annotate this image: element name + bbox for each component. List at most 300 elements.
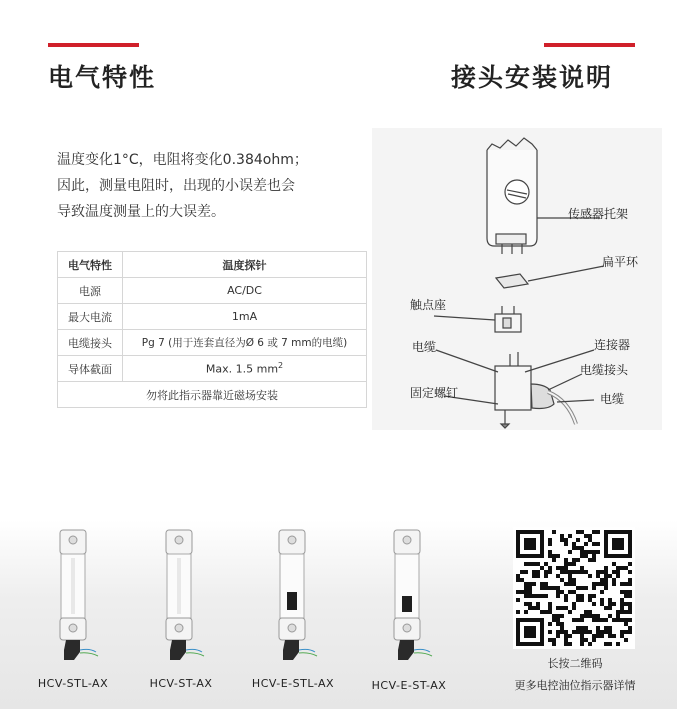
qr-module (556, 594, 560, 598)
qr-module (528, 642, 532, 646)
qr-module (520, 618, 524, 622)
qr-module (516, 554, 520, 558)
label-flat-ring: 扁平环 (602, 255, 639, 269)
qr-module (540, 642, 544, 646)
qr-module (564, 638, 568, 642)
qr-module (620, 542, 624, 546)
qr-module (600, 578, 604, 582)
qr-module (628, 570, 632, 574)
table-row (58, 356, 367, 382)
qr-module (516, 618, 520, 622)
qr-module (568, 562, 572, 566)
qr-caption-line2: 更多电控油位指示器详情 (514, 679, 636, 692)
qr-module (516, 642, 520, 646)
qr-module (552, 614, 556, 618)
qr-module (568, 590, 572, 594)
qr-module (516, 546, 520, 550)
table-header-row (58, 252, 367, 278)
qr-module (580, 554, 584, 558)
qr-module (604, 642, 608, 646)
qr-module (628, 554, 632, 558)
qr-module (604, 574, 608, 578)
qr-module (524, 590, 528, 594)
qr-module (572, 606, 576, 610)
qr-module (536, 642, 540, 646)
qr-module (584, 610, 588, 614)
label-contact-base: 触点座 (410, 298, 447, 312)
qr-module (524, 554, 528, 558)
qr-module (620, 610, 624, 614)
label-fixing-screw: 固定螺钉 (410, 386, 459, 400)
qr-module (620, 538, 624, 542)
qr-module (536, 554, 540, 558)
qr-module (568, 582, 572, 586)
qr-module (596, 614, 600, 618)
qr-module (540, 534, 544, 538)
product-caption: HCV-STL-AX (37, 677, 109, 690)
qr-module (524, 610, 528, 614)
qr-module (556, 622, 560, 626)
qr-module (604, 586, 608, 590)
product-image-hcv-e-st-ax (378, 528, 438, 668)
label-connector: 连接器 (594, 338, 631, 352)
connector-installation-diagram (372, 128, 662, 430)
qr-module (576, 546, 580, 550)
qr-module (580, 530, 584, 534)
qr-module (528, 538, 532, 542)
qr-module (584, 638, 588, 642)
qr-module (540, 630, 544, 634)
qr-module (536, 606, 540, 610)
qr-module (532, 530, 536, 534)
qr-module (620, 630, 624, 634)
qr-module (588, 594, 592, 598)
qr-module (516, 550, 520, 554)
qr-module (608, 634, 612, 638)
qr-module (580, 618, 584, 622)
qr-module (560, 578, 564, 582)
qr-module (556, 590, 560, 594)
qr-module (592, 638, 596, 642)
qr-module (528, 626, 532, 630)
qr-module (592, 542, 596, 546)
qr-module (596, 542, 600, 546)
product-image-hcv-st-ax (150, 528, 210, 668)
qr-module (600, 570, 604, 574)
description-line: 因此，测量电阻时，出现的小误差也会 (57, 178, 295, 194)
description (57, 147, 367, 225)
qr-module (548, 566, 552, 570)
qr-module (620, 582, 624, 586)
qr-module (560, 614, 564, 618)
qr-module (628, 594, 632, 598)
qr-module (568, 534, 572, 538)
qr-module (520, 530, 524, 534)
qr-module (628, 606, 632, 610)
qr-module (532, 642, 536, 646)
qr-module (540, 542, 544, 546)
qr-module (596, 626, 600, 630)
qr-module (624, 630, 628, 634)
qr-module (544, 586, 548, 590)
qr-module (580, 570, 584, 574)
qr-module (528, 586, 532, 590)
qr-module (580, 566, 584, 570)
qr-module (520, 554, 524, 558)
description-line: 导致温度测量上的大误差。 (57, 204, 225, 220)
qr-module (516, 534, 520, 538)
qr-module (532, 546, 536, 550)
table-row (58, 304, 367, 330)
table-cell: 电缆接头 (58, 330, 123, 356)
qr-module (564, 570, 568, 574)
qr-module (624, 638, 628, 642)
qr-module (528, 602, 532, 606)
qr-module (584, 554, 588, 558)
qr-module (524, 538, 528, 542)
spec-table (57, 251, 367, 408)
qr-module (628, 590, 632, 594)
qr-module (540, 634, 544, 638)
qr-module (544, 582, 548, 586)
qr-module (604, 550, 608, 554)
qr-module (568, 634, 572, 638)
table-row (58, 278, 367, 304)
qr-module (556, 554, 560, 558)
qr-module (532, 562, 536, 566)
qr-module (592, 530, 596, 534)
qr-module (604, 546, 608, 550)
qr-module (588, 574, 592, 578)
qr-module (620, 606, 624, 610)
table-cell: 导体截面 (58, 356, 123, 382)
qr-module (524, 618, 528, 622)
qr-module (540, 610, 544, 614)
qr-module (584, 630, 588, 634)
qr-module (532, 606, 536, 610)
qr-module (576, 586, 580, 590)
qr-module (604, 578, 608, 582)
label-cable-left: 电缆 (412, 340, 437, 354)
qr-module (564, 634, 568, 638)
qr-module (548, 638, 552, 642)
qr-module (576, 626, 580, 630)
qr-module (540, 586, 544, 590)
qr-module (628, 534, 632, 538)
qr-module (600, 602, 604, 606)
installation-heading: 接头安装说明 (451, 63, 614, 92)
qr-module (624, 582, 628, 586)
qr-module (528, 542, 532, 546)
qr-module (624, 590, 628, 594)
qr-module (576, 538, 580, 542)
qr-module (532, 630, 536, 634)
qr-module (608, 598, 612, 602)
qr-module (540, 622, 544, 626)
qr-module (544, 570, 548, 574)
qr-module (516, 630, 520, 634)
qr-module (620, 566, 624, 570)
qr-module (580, 546, 584, 550)
qr-module (548, 630, 552, 634)
qr-module (596, 574, 600, 578)
qr-module (592, 558, 596, 562)
qr-module (592, 618, 596, 622)
qr-module (532, 594, 536, 598)
qr-module (568, 550, 572, 554)
qr-module (616, 542, 620, 546)
qr-module (604, 582, 608, 586)
qr-module (544, 610, 548, 614)
qr-module (548, 622, 552, 626)
qr-module (580, 626, 584, 630)
qr-module (588, 534, 592, 538)
qr-module (560, 606, 564, 610)
qr-module (552, 638, 556, 642)
qr-module (564, 642, 568, 646)
qr-module (524, 530, 528, 534)
qr-module (580, 594, 584, 598)
qr-module (540, 618, 544, 622)
qr-module (588, 614, 592, 618)
qr-module (548, 538, 552, 542)
qr-module (556, 614, 560, 618)
qr-module (572, 542, 576, 546)
qr-module (624, 594, 628, 598)
qr-module (564, 594, 568, 598)
qr-module (616, 546, 620, 550)
qr-module (524, 630, 528, 634)
table-row (58, 330, 367, 356)
qr-module (520, 578, 524, 582)
qr-module (572, 546, 576, 550)
qr-module (620, 530, 624, 534)
qr-module (592, 550, 596, 554)
qr-module (524, 642, 528, 646)
qr-module (604, 554, 608, 558)
qr-module (524, 582, 528, 586)
qr-module (556, 618, 560, 622)
qr-module (608, 574, 612, 578)
qr-module (600, 618, 604, 622)
qr-module (616, 618, 620, 622)
qr-module (600, 598, 604, 602)
qr-module (592, 634, 596, 638)
qr-module (516, 638, 520, 642)
qr-module (612, 570, 616, 574)
qr-module (564, 566, 568, 570)
qr-module (572, 570, 576, 574)
qr-module (572, 562, 576, 566)
qr-module (576, 630, 580, 634)
qr-module (536, 618, 540, 622)
qr-module (532, 618, 536, 622)
qr-module (628, 630, 632, 634)
qr-module (568, 642, 572, 646)
qr-module (616, 614, 620, 618)
qr-module (532, 538, 536, 542)
qr-module (520, 570, 524, 574)
qr-module (600, 582, 604, 586)
qr-module (556, 574, 560, 578)
qr-module (556, 634, 560, 638)
qr-module (604, 626, 608, 630)
qr-module (604, 538, 608, 542)
qr-module (616, 570, 620, 574)
qr-module (624, 610, 628, 614)
qr-module (604, 566, 608, 570)
qr-module (536, 602, 540, 606)
qr-module (608, 626, 612, 630)
qr-module (616, 538, 620, 542)
qr-module (572, 618, 576, 622)
table-cell: 1mA (123, 304, 367, 330)
qr-module (576, 598, 580, 602)
qr-module (564, 598, 568, 602)
table-row (58, 382, 367, 408)
qr-module (628, 546, 632, 550)
label-cable-right: 电缆 (600, 392, 625, 406)
qr-module (612, 618, 616, 622)
qr-module (596, 630, 600, 634)
product-caption: HCV-ST-AX (149, 677, 213, 690)
product-caption: HCV-E-STL-AX (251, 677, 335, 690)
qr-module (604, 534, 608, 538)
conductor-value: Max. 1.5 mm (205, 362, 279, 376)
qr-module (588, 642, 592, 646)
qr-module (536, 530, 540, 534)
qr-module (628, 562, 632, 566)
qr-module (532, 554, 536, 558)
qr-module (532, 542, 536, 546)
qr-module (628, 530, 632, 534)
qr-module (620, 590, 624, 594)
qr-module (516, 574, 520, 578)
qr-module (548, 570, 552, 574)
qr-module (588, 630, 592, 634)
qr-module (552, 554, 556, 558)
qr-module (600, 590, 604, 594)
qr-module (624, 618, 628, 622)
qr-module (592, 582, 596, 586)
qr-module (580, 598, 584, 602)
electrical-heading: 电气特性 (48, 63, 157, 92)
qr-module (616, 554, 620, 558)
qr-module (536, 562, 540, 566)
qr-module (588, 558, 592, 562)
qr-module (620, 598, 624, 602)
qr-module (612, 562, 616, 566)
qr-module (604, 542, 608, 546)
qr-module (620, 634, 624, 638)
qr-module (556, 606, 560, 610)
qr-module (564, 542, 568, 546)
qr-module (524, 602, 528, 606)
qr-module (592, 602, 596, 606)
qr-module (616, 530, 620, 534)
product-image-hcv-e-stl-ax (263, 528, 323, 668)
qr-module (620, 618, 624, 622)
qr-module (572, 630, 576, 634)
qr-module (540, 550, 544, 554)
qr-module (608, 602, 612, 606)
qr-module (540, 530, 544, 534)
qr-module (540, 594, 544, 598)
qr-module (540, 554, 544, 558)
qr-module (564, 562, 568, 566)
qr-module (548, 554, 552, 558)
qr-module (592, 614, 596, 618)
qr-module (524, 562, 528, 566)
qr-module (572, 602, 576, 606)
table-cell: 最大电流 (58, 304, 123, 330)
table-cell (123, 356, 367, 382)
qr-module (628, 538, 632, 542)
qr-module (528, 606, 532, 610)
qr-module (568, 578, 572, 582)
qr-module (608, 614, 612, 618)
qr-module (556, 630, 560, 634)
qr-module (576, 594, 580, 598)
qr-module (604, 570, 608, 574)
qr-code[interactable] (513, 527, 635, 649)
qr-module (580, 634, 584, 638)
qr-caption-line1: 长按二维码 (547, 657, 603, 670)
qr-module (588, 538, 592, 542)
table-cell: Pg 7 (用于连套直径为Ø 6 或 7 mm的电缆) (123, 330, 367, 356)
qr-module (624, 530, 628, 534)
qr-module (596, 550, 600, 554)
qr-module (528, 594, 532, 598)
qr-module (532, 582, 536, 586)
qr-module (624, 566, 628, 570)
qr-module (580, 550, 584, 554)
qr-module (628, 602, 632, 606)
qr-module (620, 554, 624, 558)
qr-module (560, 570, 564, 574)
qr-module (620, 602, 624, 606)
qr-module (544, 594, 548, 598)
description-line: 温度变化1°C，电阻将变化0.384ohm； (57, 152, 308, 168)
qr-module (628, 578, 632, 582)
table-header: 温度探针 (123, 252, 367, 278)
superscript: 2 (278, 361, 284, 371)
qr-module (612, 554, 616, 558)
qr-module (616, 610, 620, 614)
qr-module (564, 558, 568, 562)
qr-module (528, 618, 532, 622)
qr-module (524, 634, 528, 638)
qr-module (564, 582, 568, 586)
qr-module (524, 626, 528, 630)
qr-module (564, 538, 568, 542)
qr-module (580, 614, 584, 618)
qr-module (604, 606, 608, 610)
qr-module (560, 534, 564, 538)
qr-module (520, 642, 524, 646)
qr-module (612, 634, 616, 638)
qr-module (528, 582, 532, 586)
qr-module (572, 590, 576, 594)
qr-module (520, 590, 524, 594)
qr-module (580, 638, 584, 642)
qr-module (612, 546, 616, 550)
qr-module (540, 538, 544, 542)
qr-module (628, 542, 632, 546)
product-caption: HCV-E-ST-AX (371, 679, 447, 692)
qr-module (516, 530, 520, 534)
qr-module (588, 610, 592, 614)
